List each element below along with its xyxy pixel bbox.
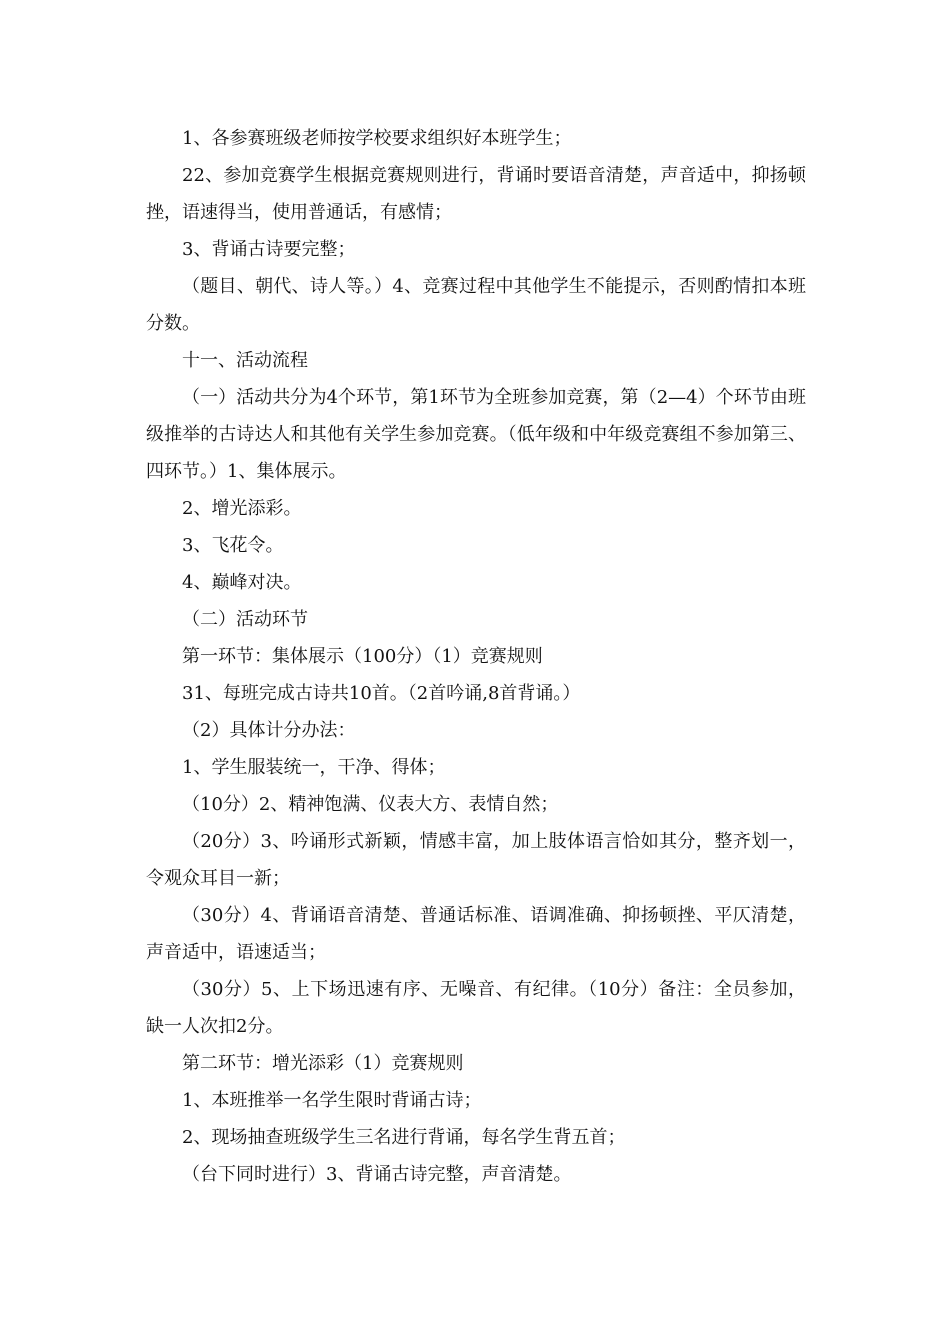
paragraph: 第一环节：集体展示（100分）（1）竞赛规则 (182, 646, 543, 667)
paragraph: 1、本班推举一名学生限时背诵古诗； (182, 1090, 482, 1111)
paragraph: 22、参加竞赛学生根据竞赛规则进行，背诵时要语音清楚，声音适中，抑扬顿挫，语速得当，使用普通话，有感情； (146, 165, 806, 223)
paragraph: （30分）4、背诵语音清楚、普通话标准、语调准确、抑扬顿挫、平仄清楚，声音适中，语速适当； (146, 905, 806, 963)
document-body (146, 120, 806, 1193)
paragraph: 1、各参赛班级老师按学校要求组织好本班学生； (182, 128, 572, 149)
paragraph: 4、巅峰对决。 (182, 572, 302, 593)
paragraph: （30分）5、上下场迅速有序、无噪音、有纪律。（10分）备注：全员参加，缺一人次扣2分。 (146, 979, 806, 1037)
paragraph: 2、现场抽查班级学生三名进行背诵，每名学生背五首； (182, 1127, 626, 1148)
paragraph: 3、飞花令。 (182, 535, 284, 556)
section-heading: 十一、活动流程 (182, 350, 308, 371)
paragraph: （题目、朝代、诗人等。）4、竞赛过程中其他学生不能提示，否则酌情扣本班分数。 (146, 276, 806, 334)
paragraph: （10分）2、精神饱满、仪表大方、表情自然； (182, 794, 559, 815)
paragraph: 2、增光添彩。 (182, 498, 302, 519)
paragraph: （一）活动共分为4个环节，第1环节为全班参加竞赛，第（2—4）个环节由班级推举的古诗达人和其他有关学生参加竞赛。（低年级和中年级竞赛组不参加第三、四环节。）1、集体展示。 (146, 387, 806, 482)
subsection-heading: （二）活动环节 (182, 609, 308, 630)
paragraph: 第二环节：增光添彩（1）竞赛规则 (182, 1053, 464, 1074)
paragraph: （20分）3、吟诵形式新颖，情感丰富，加上肢体语言恰如其分，整齐划一，令观众耳目一新； (146, 831, 806, 889)
paragraph: （台下同时进行）3、背诵古诗完整，声音清楚。 (182, 1164, 572, 1185)
paragraph: （2）具体计分办法： (182, 720, 356, 741)
paragraph: 31、每班完成古诗共10首。（2首吟诵,8首背诵。） (182, 683, 581, 704)
paragraph: 3、背诵古诗要完整； (182, 239, 356, 260)
paragraph: 1、学生服装统一，干净、得体； (182, 757, 446, 778)
